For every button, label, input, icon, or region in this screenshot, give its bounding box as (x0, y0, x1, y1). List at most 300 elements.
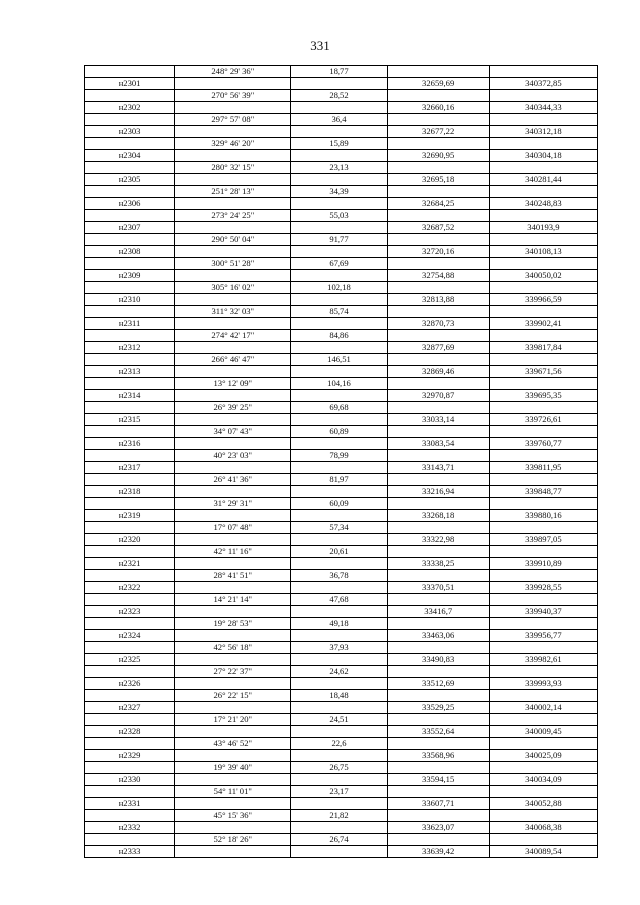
empty-cell (175, 414, 291, 426)
segment-row (85, 474, 598, 486)
coordinate-y-cell: 340050,02 (489, 270, 597, 282)
empty-cell (387, 498, 489, 510)
segment-length-cell: 49,18 (291, 618, 387, 630)
direction-angle-cell: 40° 23' 03" (175, 450, 291, 462)
point-name-cell: н2329 (85, 750, 175, 762)
point-row (85, 318, 598, 330)
point-row (85, 630, 598, 642)
empty-cell (291, 750, 387, 762)
empty-cell (175, 390, 291, 402)
direction-angle-cell: 45° 15' 36" (175, 810, 291, 822)
coordinate-y-cell: 339848,77 (489, 486, 597, 498)
empty-cell (387, 66, 489, 78)
segment-row (85, 66, 598, 78)
coordinate-y-cell: 340108,13 (489, 246, 597, 258)
empty-cell (291, 150, 387, 162)
direction-angle-cell: 280° 32' 15" (175, 162, 291, 174)
empty-cell (291, 294, 387, 306)
coordinate-y-cell: 340281,44 (489, 174, 597, 186)
coordinate-x-cell: 33338,25 (387, 558, 489, 570)
segment-row (85, 186, 598, 198)
empty-cell (291, 702, 387, 714)
empty-cell (85, 330, 175, 342)
point-name-cell: н2318 (85, 486, 175, 498)
empty-cell (489, 66, 597, 78)
segment-length-cell: 102,18 (291, 282, 387, 294)
empty-cell (489, 426, 597, 438)
direction-angle-cell: 17° 21' 20" (175, 714, 291, 726)
empty-cell (85, 618, 175, 630)
empty-cell (489, 738, 597, 750)
empty-cell (85, 66, 175, 78)
coordinate-y-cell: 339760,77 (489, 438, 597, 450)
point-row (85, 198, 598, 210)
empty-cell (387, 738, 489, 750)
segment-row (85, 738, 598, 750)
point-name-cell: н2333 (85, 846, 175, 858)
empty-cell (387, 426, 489, 438)
empty-cell (291, 78, 387, 90)
point-row (85, 414, 598, 426)
point-row (85, 246, 598, 258)
coordinate-x-cell: 32754,88 (387, 270, 489, 282)
direction-angle-cell: 31° 29' 31" (175, 498, 291, 510)
empty-cell (489, 354, 597, 366)
empty-cell (291, 198, 387, 210)
empty-cell (175, 534, 291, 546)
segment-length-cell: 36,78 (291, 570, 387, 582)
segment-row (85, 786, 598, 798)
direction-angle-cell: 13° 12' 09" (175, 378, 291, 390)
direction-angle-cell: 42° 11' 16" (175, 546, 291, 558)
point-name-cell: н2330 (85, 774, 175, 786)
empty-cell (291, 726, 387, 738)
empty-cell (85, 354, 175, 366)
empty-cell (291, 414, 387, 426)
empty-cell (387, 402, 489, 414)
point-name-cell: н2331 (85, 798, 175, 810)
page-number: 331 (310, 38, 330, 53)
direction-angle-cell: 290° 50' 04" (175, 234, 291, 246)
empty-cell (489, 114, 597, 126)
empty-cell (85, 690, 175, 702)
empty-cell (85, 474, 175, 486)
empty-cell (489, 138, 597, 150)
coordinate-x-cell: 33607,71 (387, 798, 489, 810)
empty-cell (387, 618, 489, 630)
segment-length-cell: 15,89 (291, 138, 387, 150)
empty-cell (291, 222, 387, 234)
empty-cell (387, 570, 489, 582)
empty-cell (387, 162, 489, 174)
point-name-cell: н2307 (85, 222, 175, 234)
empty-cell (387, 306, 489, 318)
empty-cell (489, 258, 597, 270)
point-row (85, 438, 598, 450)
segment-length-cell: 104,16 (291, 378, 387, 390)
empty-cell (85, 570, 175, 582)
direction-angle-cell: 34° 07' 43" (175, 426, 291, 438)
empty-cell (175, 438, 291, 450)
empty-cell (387, 114, 489, 126)
segment-length-cell: 34,39 (291, 186, 387, 198)
point-row (85, 342, 598, 354)
segment-row (85, 546, 598, 558)
point-row (85, 366, 598, 378)
empty-cell (85, 90, 175, 102)
coordinate-y-cell: 339993,93 (489, 678, 597, 690)
point-row (85, 270, 598, 282)
empty-cell (387, 474, 489, 486)
segment-length-cell: 18,48 (291, 690, 387, 702)
empty-cell (489, 570, 597, 582)
empty-cell (489, 402, 597, 414)
empty-cell (291, 342, 387, 354)
empty-cell (489, 642, 597, 654)
coordinate-y-cell: 340052,88 (489, 798, 597, 810)
empty-cell (175, 486, 291, 498)
segment-row (85, 306, 598, 318)
empty-cell (387, 186, 489, 198)
segment-row (85, 210, 598, 222)
direction-angle-cell: 329° 46' 20" (175, 138, 291, 150)
coordinate-y-cell: 340248,83 (489, 198, 597, 210)
empty-cell (291, 798, 387, 810)
empty-cell (291, 366, 387, 378)
point-name-cell: н2328 (85, 726, 175, 738)
segment-length-cell: 18,77 (291, 66, 387, 78)
empty-cell (85, 546, 175, 558)
empty-cell (489, 498, 597, 510)
empty-cell (291, 246, 387, 258)
point-name-cell: н2324 (85, 630, 175, 642)
empty-cell (489, 282, 597, 294)
coordinate-x-cell: 33623,07 (387, 822, 489, 834)
direction-angle-cell: 19° 39' 40" (175, 762, 291, 774)
empty-cell (175, 174, 291, 186)
empty-cell (85, 426, 175, 438)
empty-cell (85, 642, 175, 654)
segment-length-cell: 24,62 (291, 666, 387, 678)
coordinate-x-cell: 32970,87 (387, 390, 489, 402)
direction-angle-cell: 43° 46' 52" (175, 738, 291, 750)
empty-cell (291, 102, 387, 114)
point-row (85, 774, 598, 786)
empty-cell (85, 714, 175, 726)
empty-cell (175, 822, 291, 834)
empty-cell (175, 126, 291, 138)
empty-cell (175, 198, 291, 210)
direction-angle-cell: 42° 56' 18" (175, 642, 291, 654)
empty-cell (85, 834, 175, 846)
coordinate-y-cell: 340009,45 (489, 726, 597, 738)
empty-cell (175, 462, 291, 474)
coordinate-y-cell: 339928,55 (489, 582, 597, 594)
point-name-cell: н2315 (85, 414, 175, 426)
segment-row (85, 114, 598, 126)
segment-length-cell: 60,09 (291, 498, 387, 510)
coordinate-x-cell: 33083,54 (387, 438, 489, 450)
empty-cell (85, 594, 175, 606)
coordinates-table-body (85, 66, 598, 858)
direction-angle-cell: 270° 56' 39" (175, 90, 291, 102)
empty-cell (387, 282, 489, 294)
point-name-cell: н2308 (85, 246, 175, 258)
point-row (85, 510, 598, 522)
point-name-cell: н2326 (85, 678, 175, 690)
empty-cell (175, 846, 291, 858)
empty-cell (175, 798, 291, 810)
segment-length-cell: 81,97 (291, 474, 387, 486)
direction-angle-cell: 28° 41' 51" (175, 570, 291, 582)
empty-cell (489, 594, 597, 606)
empty-cell (489, 666, 597, 678)
segment-length-cell: 146,51 (291, 354, 387, 366)
coordinate-y-cell: 340002,14 (489, 702, 597, 714)
segment-row (85, 90, 598, 102)
coordinate-y-cell: 340034,09 (489, 774, 597, 786)
empty-cell (387, 210, 489, 222)
coordinate-y-cell: 340372,85 (489, 78, 597, 90)
empty-cell (489, 810, 597, 822)
empty-cell (85, 522, 175, 534)
empty-cell (387, 594, 489, 606)
coordinate-x-cell: 33033,14 (387, 414, 489, 426)
empty-cell (387, 546, 489, 558)
point-name-cell: н2301 (85, 78, 175, 90)
segment-length-cell: 26,74 (291, 834, 387, 846)
empty-cell (175, 654, 291, 666)
empty-cell (175, 342, 291, 354)
empty-cell (175, 726, 291, 738)
empty-cell (175, 630, 291, 642)
segment-length-cell: 78,99 (291, 450, 387, 462)
segment-row (85, 642, 598, 654)
empty-cell (85, 210, 175, 222)
segment-row (85, 810, 598, 822)
segment-row (85, 594, 598, 606)
point-row (85, 78, 598, 90)
empty-cell (489, 522, 597, 534)
empty-cell (489, 618, 597, 630)
empty-cell (175, 558, 291, 570)
direction-angle-cell: 266° 46' 47" (175, 354, 291, 366)
point-name-cell: н2325 (85, 654, 175, 666)
point-row (85, 678, 598, 690)
segment-row (85, 234, 598, 246)
point-name-cell: н2311 (85, 318, 175, 330)
segment-row (85, 402, 598, 414)
coordinate-x-cell: 32695,18 (387, 174, 489, 186)
segment-row (85, 714, 598, 726)
segment-length-cell: 23,17 (291, 786, 387, 798)
coordinate-x-cell: 33490,83 (387, 654, 489, 666)
segment-length-cell: 55,03 (291, 210, 387, 222)
empty-cell (291, 174, 387, 186)
point-row (85, 702, 598, 714)
empty-cell (291, 654, 387, 666)
point-row (85, 798, 598, 810)
empty-cell (175, 750, 291, 762)
coordinate-y-cell: 339902,41 (489, 318, 597, 330)
empty-cell (85, 810, 175, 822)
point-row (85, 102, 598, 114)
coordinate-x-cell: 33552,64 (387, 726, 489, 738)
coordinate-y-cell: 340068,38 (489, 822, 597, 834)
empty-cell (489, 210, 597, 222)
point-row (85, 654, 598, 666)
empty-cell (291, 606, 387, 618)
direction-angle-cell: 52° 18' 26" (175, 834, 291, 846)
empty-cell (291, 390, 387, 402)
empty-cell (291, 438, 387, 450)
coordinate-y-cell: 340025,09 (489, 750, 597, 762)
point-name-cell: н2320 (85, 534, 175, 546)
segment-length-cell: 26,75 (291, 762, 387, 774)
empty-cell (85, 786, 175, 798)
empty-cell (387, 762, 489, 774)
segment-length-cell: 36,4 (291, 114, 387, 126)
empty-cell (489, 186, 597, 198)
empty-cell (291, 318, 387, 330)
segment-length-cell: 91,77 (291, 234, 387, 246)
empty-cell (291, 558, 387, 570)
point-name-cell: н2321 (85, 558, 175, 570)
empty-cell (85, 258, 175, 270)
empty-cell (85, 138, 175, 150)
coordinate-y-cell: 340344,33 (489, 102, 597, 114)
segment-row (85, 834, 598, 846)
coordinate-y-cell: 339910,89 (489, 558, 597, 570)
point-name-cell: н2323 (85, 606, 175, 618)
empty-cell (85, 498, 175, 510)
segment-row (85, 498, 598, 510)
coordinate-x-cell: 32870,73 (387, 318, 489, 330)
coordinate-x-cell: 33568,96 (387, 750, 489, 762)
point-row (85, 150, 598, 162)
coordinate-y-cell: 339966,59 (489, 294, 597, 306)
point-name-cell: н2310 (85, 294, 175, 306)
empty-cell (85, 162, 175, 174)
point-row (85, 126, 598, 138)
coordinate-y-cell: 339956,77 (489, 630, 597, 642)
segment-length-cell: 84,86 (291, 330, 387, 342)
empty-cell (387, 330, 489, 342)
point-name-cell: н2303 (85, 126, 175, 138)
empty-cell (387, 378, 489, 390)
direction-angle-cell: 27° 22' 37" (175, 666, 291, 678)
empty-cell (489, 714, 597, 726)
point-name-cell: н2313 (85, 366, 175, 378)
coordinate-x-cell: 33594,15 (387, 774, 489, 786)
point-row (85, 606, 598, 618)
point-row (85, 174, 598, 186)
coordinate-x-cell: 32690,95 (387, 150, 489, 162)
direction-angle-cell: 26° 22' 15" (175, 690, 291, 702)
empty-cell (175, 150, 291, 162)
empty-cell (387, 522, 489, 534)
empty-cell (291, 582, 387, 594)
coordinate-x-cell: 32659,69 (387, 78, 489, 90)
empty-cell (175, 510, 291, 522)
empty-cell (85, 114, 175, 126)
segment-row (85, 666, 598, 678)
point-name-cell: н2314 (85, 390, 175, 402)
direction-angle-cell: 19° 28' 53" (175, 618, 291, 630)
empty-cell (175, 582, 291, 594)
direction-angle-cell: 251° 28' 13" (175, 186, 291, 198)
empty-cell (291, 774, 387, 786)
point-row (85, 750, 598, 762)
empty-cell (387, 450, 489, 462)
point-row (85, 846, 598, 858)
point-row (85, 582, 598, 594)
direction-angle-cell: 273° 24' 25" (175, 210, 291, 222)
direction-angle-cell: 248° 29' 36" (175, 66, 291, 78)
empty-cell (387, 834, 489, 846)
coordinate-y-cell: 339880,16 (489, 510, 597, 522)
empty-cell (489, 234, 597, 246)
point-row (85, 534, 598, 546)
segment-length-cell: 85,74 (291, 306, 387, 318)
empty-cell (85, 762, 175, 774)
segment-length-cell: 20,61 (291, 546, 387, 558)
empty-cell (291, 630, 387, 642)
empty-cell (291, 822, 387, 834)
segment-length-cell: 22,6 (291, 738, 387, 750)
direction-angle-cell: 300° 51' 28" (175, 258, 291, 270)
empty-cell (489, 834, 597, 846)
empty-cell (387, 786, 489, 798)
segment-length-cell: 21,82 (291, 810, 387, 822)
segment-row (85, 258, 598, 270)
empty-cell (291, 270, 387, 282)
coordinate-x-cell: 33268,18 (387, 510, 489, 522)
empty-cell (175, 78, 291, 90)
empty-cell (175, 678, 291, 690)
segment-row (85, 762, 598, 774)
direction-angle-cell: 26° 39' 25" (175, 402, 291, 414)
empty-cell (85, 402, 175, 414)
coordinate-x-cell: 32813,88 (387, 294, 489, 306)
coordinate-x-cell: 32720,16 (387, 246, 489, 258)
direction-angle-cell: 305° 16' 02" (175, 282, 291, 294)
coordinate-x-cell: 32684,25 (387, 198, 489, 210)
empty-cell (291, 126, 387, 138)
coordinate-y-cell: 340089,54 (489, 846, 597, 858)
segment-row (85, 522, 598, 534)
coordinate-x-cell: 33463,06 (387, 630, 489, 642)
empty-cell (175, 318, 291, 330)
empty-cell (175, 246, 291, 258)
point-name-cell: н2304 (85, 150, 175, 162)
empty-cell (489, 546, 597, 558)
coordinate-y-cell: 339671,56 (489, 366, 597, 378)
empty-cell (387, 642, 489, 654)
coordinate-x-cell: 33322,98 (387, 534, 489, 546)
point-name-cell: н2332 (85, 822, 175, 834)
point-row (85, 294, 598, 306)
empty-cell (291, 462, 387, 474)
empty-cell (489, 690, 597, 702)
empty-cell (387, 354, 489, 366)
empty-cell (85, 234, 175, 246)
segment-row (85, 354, 598, 366)
empty-cell (387, 234, 489, 246)
empty-cell (489, 378, 597, 390)
empty-cell (291, 534, 387, 546)
direction-angle-cell: 54° 11' 01" (175, 786, 291, 798)
